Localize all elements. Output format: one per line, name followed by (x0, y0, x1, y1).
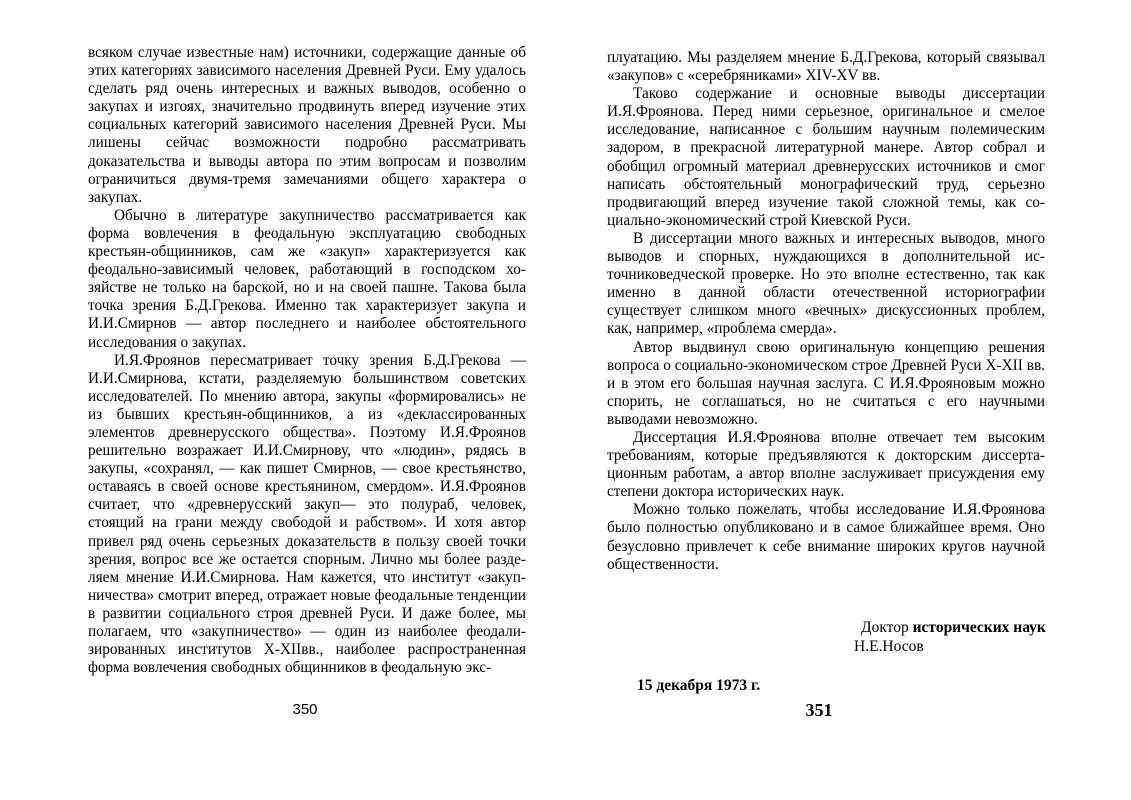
left-page (0, 0, 565, 800)
right-paragraph-4: Автор выдвинул свою оригинальную концепцию решения вопроса о социально-экономическом строе Древней Руси X-XII вв. и в этом его большая научная заслуга. С И.Я.Фрояновым можно спорить, не соглашаться, но не считаться с его научными выводами невозможно. (607, 338, 1045, 428)
right-paragraph-6: Можно только пожелать, чтобы исследование И.Я.Фроянова было полностью опубликовано и в самое ближайшее время. Оно безусловно привлечет к себе внимание широких кругов научной общественности. (607, 501, 1045, 573)
document-date: 15 декабря 1973 г. (637, 677, 761, 694)
right-paragraph-2: Таково содержание и основные выводы диссертации И.Я.Фроянова. Перед ними серьезное, оригинальное и смелое исследование, написанное с большим научным полемическим задором, в прекрасной литературной манере. Автор собрал и обобщил огромный материал древнерусских источников и смог написать обстоятельный монографический труд, серьезно продвигающий вперед изучение такой сложной темы, как социально-экономический строй Киевской Руси. (607, 85, 1045, 229)
left-paragraph-2: Обычно в литературе закупничество рассматривается как форма вовлечения в феодальную эксплуатацию свободных крестьян-общинников, сам же «закуп» характеризуется как феодально-зависимый человек, работающий в господском хозяйстве не только на барской, но и на своей пашне. Такова была точка зрения Б.Д.Грекова. Именно так характеризует закупа и И.И.Смирнов — автор последнего и наиболее обстоятельного исследования о закупах. (88, 206, 526, 351)
right-paragraph-5: Диссертация И.Я.Фроянова вполне отвечает тем высоким требованиям, которые предъявляются к докторским диссертационным работам, а автор вполне заслуживает присуждения ему степени доктора исторических наук. (607, 428, 1045, 501)
left-page-number: 350 (292, 701, 318, 718)
right-paragraph-1: плуатацию. Мы разделяем мнение Б.Д.Грекова, который связывал «закупов» с «серебряниками» XIV-XV вв. (607, 49, 1045, 85)
signature-title (861, 619, 1061, 638)
signature-name: Н.Е.Носов (854, 637, 924, 655)
signature-title-prefix: Доктор (861, 619, 909, 636)
right-page-text (607, 49, 1045, 574)
signature-title-degree: исторических наук (912, 619, 1046, 636)
right-paragraph-3: В диссертации много важных и интересных выводов, много выводов и спорных, нуждающихся в дополнительной источниковедческой проверке. Но это вполне естественно, так как именно в данной области отечественной историографии существует слишком много «вечных» дискуссионных проблем, как, например, «проблема смерда». (607, 229, 1045, 338)
left-page-text (88, 44, 526, 677)
signature-block (854, 619, 1061, 656)
left-paragraph-1: всяком случае известные нам) источники, содержащие данные об этих категориях зависимого населения Древней Руси. Ему удалось сделать ряд очень интересных и важных выводов, особенно о закупах и изгоях, значительно продвинуть вперед изучение этих социальных категорий зависимого населения Древней Руси. Мы лишены сейчас возможности подробно рассматривать доказательства и выводы автора по этим вопросам и позволим ограничиться двумя-тремя замечаниями общего характера о закупах. (88, 44, 526, 206)
right-page (565, 0, 1131, 800)
left-paragraph-3: И.Я.Фроянов пересматривает точку зрения Б.Д.Грекова — И.И.Смирнова, кстати, разделяемую большинством советских исследователей. По мнению автора, закупы «формировались» не из бывших крестьян-общинников, а из «деклассированных элементов древнерусского общества». Поэтому И.Я.Фроянов решительно возражает И.И.Смирнову, что «людин», рядясь в закупы, «сохранял, — как пишет Смирнов, — свое крестьянство, оставаясь в своей основе крестьянином, смердом». И.Я.Фроянов считает, что «древнерусский закуп— это полураб, человек, стоящий на грани между свободой и рабством». И хотя автор привел ряд очень серьезных доказательств в пользу своей точки зрения, вопрос все же остается спорным. Лично мы более разделяем мнение И.И.Смирнова. Нам кажется, что институт «закупничества» смотрит вперед, отражает новые феодальные тенденции в развитии социального строя древней Руси. И даже более, мы полагаем, что «закупничество» — один из наиболее феодализированных институтов X-XIIвв., наиболее распространенная форма вовлечения свободных общинников в феодальную экс- (88, 351, 526, 677)
right-page-number: 351 (805, 700, 833, 720)
